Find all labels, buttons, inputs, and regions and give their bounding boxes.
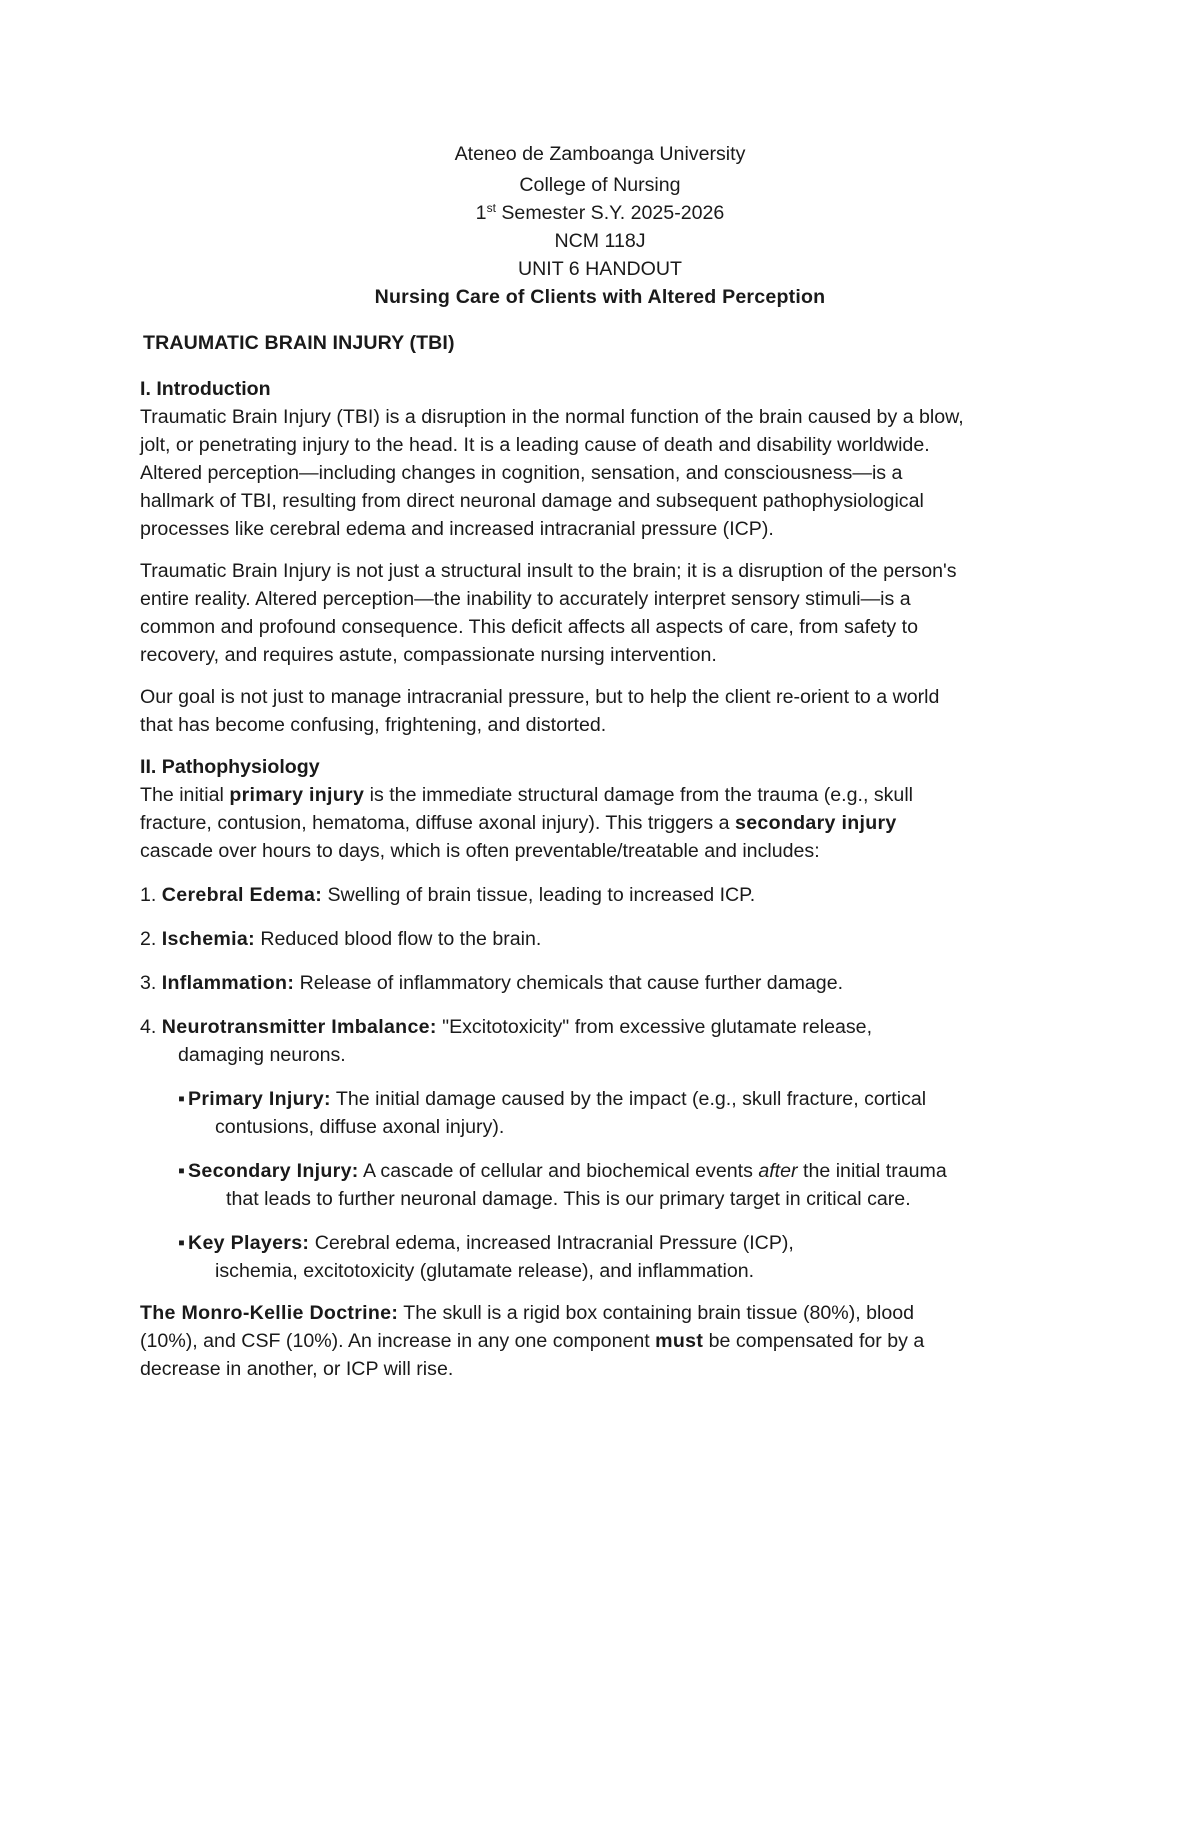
unit-label: UNIT 6 HANDOUT xyxy=(517,258,683,280)
list-item xyxy=(140,969,1060,997)
document-header xyxy=(140,140,1060,311)
text-run: (10%), and CSF (10%). An increase in any one component xyxy=(140,1330,656,1352)
text-line: recovery, and requires astute, compassionate nursing intervention. xyxy=(140,644,717,666)
text-line: Traumatic Brain Injury is not just a structural insult to the brain; it is a disruption of the person's xyxy=(140,560,957,582)
bullet-text-continuation: that leads to further neuronal damage. This is our primary target in critical care. xyxy=(226,1188,911,1210)
text-line: common and profound consequence. This deficit affects all aspects of care, from safety to xyxy=(140,616,918,638)
text-run: fracture, contusion, hematoma, diffuse axonal injury). This triggers a xyxy=(140,812,735,834)
text-line: entire reality. Altered perception—the inability to accurately interpret sensory stimuli—is a xyxy=(140,588,911,610)
university-name: Ateneo de Zamboanga University xyxy=(454,143,746,165)
list-item xyxy=(140,1013,1060,1069)
semester-text: Semester S.Y. 2025-2026 xyxy=(495,202,725,224)
list-number: 2. xyxy=(140,928,162,950)
bullet-term: Primary Injury: xyxy=(188,1088,331,1110)
bullet-text: the initial trauma xyxy=(797,1160,947,1182)
text-line: that has become confusing, frightening, and distorted. xyxy=(140,714,607,736)
semester-suffix: st xyxy=(486,201,496,215)
text-run: The skull is a rigid box containing brain tissue (80%), blood xyxy=(398,1302,915,1324)
emphasis-must: must xyxy=(655,1330,704,1352)
list-term: Neurotransmitter Imbalance: xyxy=(161,1016,437,1038)
list-text: Reduced blood flow to the brain. xyxy=(254,928,542,950)
monro-kellie-term: The Monro-Kellie Doctrine: xyxy=(140,1302,399,1324)
bullet-item xyxy=(140,1157,1060,1213)
list-text: "Excitotoxicity" from excessive glutamate release, xyxy=(436,1016,873,1038)
monro-kellie-paragraph xyxy=(140,1299,1060,1383)
intro-paragraph-2 xyxy=(140,557,1060,669)
text-line: hallmark of TBI, resulting from direct neuronal damage and subsequent pathophysiological xyxy=(140,490,924,512)
intro-paragraph-3 xyxy=(140,683,1060,739)
bullet-text-continuation: ischemia, excitotoxicity (glutamate release), and inflammation. xyxy=(215,1260,755,1282)
text-line: decrease in another, or ICP will rise. xyxy=(140,1358,454,1380)
list-item xyxy=(140,881,1060,909)
text-line: Traumatic Brain Injury (TBI) is a disruption in the normal function of the brain caused by a blow, xyxy=(140,406,964,428)
document-title: Nursing Care of Clients with Altered Perception xyxy=(374,286,826,308)
topic-heading: TRAUMATIC BRAIN INJURY (TBI) xyxy=(143,332,455,354)
list-number: 1. xyxy=(140,884,162,906)
bullet-term: Secondary Injury: xyxy=(188,1160,359,1182)
text-run: is the immediate structural damage from the trauma (e.g., skull xyxy=(364,784,914,806)
bullet-text: The initial damage caused by the impact (e.g., skull fracture, cortical xyxy=(330,1088,927,1110)
primary-injury-term: primary injury xyxy=(229,784,365,806)
course-code: NCM 118J xyxy=(554,230,646,252)
college-name: College of Nursing xyxy=(519,174,681,196)
bullet-text: Cerebral edema, increased Intracranial Pressure (ICP), xyxy=(309,1232,794,1254)
text-run: be compensated for by a xyxy=(703,1330,925,1352)
list-text: Swelling of brain tissue, leading to increased ICP. xyxy=(322,884,756,906)
intro-paragraph-1 xyxy=(140,403,1060,543)
patho-heading: II. Pathophysiology xyxy=(140,756,320,778)
text-run: The initial xyxy=(140,784,230,806)
bullet-square-icon: ▪ xyxy=(178,1232,185,1254)
emphasis-after: after xyxy=(758,1160,798,1182)
list-text-continuation: damaging neurons. xyxy=(178,1044,346,1066)
text-line: cascade over hours to days, which is often preventable/treatable and includes: xyxy=(140,840,820,862)
bullet-square-icon: ▪ xyxy=(178,1088,185,1110)
text-line: jolt, or penetrating injury to the head. It is a leading cause of death and disability worldwide. xyxy=(140,434,930,456)
list-number: 4. xyxy=(140,1016,162,1038)
list-term: Ischemia: xyxy=(161,928,255,950)
intro-heading: I. Introduction xyxy=(140,378,271,400)
bullet-item xyxy=(140,1229,1060,1285)
text-line: Altered perception—including changes in cognition, sensation, and consciousness—is a xyxy=(140,462,903,484)
text-line: Our goal is not just to manage intracranial pressure, but to help the client re-orient to a world xyxy=(140,686,940,708)
bullet-text: A cascade of cellular and biochemical events xyxy=(358,1160,759,1182)
list-number: 3. xyxy=(140,972,162,994)
semester-line xyxy=(140,199,1060,227)
bullet-item xyxy=(140,1085,1060,1141)
patho-paragraph xyxy=(140,781,1060,865)
bullet-text-continuation: contusions, diffuse axonal injury). xyxy=(215,1116,505,1138)
secondary-injury-term: secondary injury xyxy=(735,812,897,834)
semester-number: 1 xyxy=(475,202,487,224)
bullet-term: Key Players: xyxy=(188,1232,310,1254)
text-line: processes like cerebral edema and increased intracranial pressure (ICP). xyxy=(140,518,774,540)
list-text: Release of inflammatory chemicals that cause further damage. xyxy=(294,972,844,994)
list-item xyxy=(140,925,1060,953)
bullet-square-icon: ▪ xyxy=(178,1160,185,1182)
list-term: Cerebral Edema: xyxy=(161,884,323,906)
list-term: Inflammation: xyxy=(161,972,295,994)
